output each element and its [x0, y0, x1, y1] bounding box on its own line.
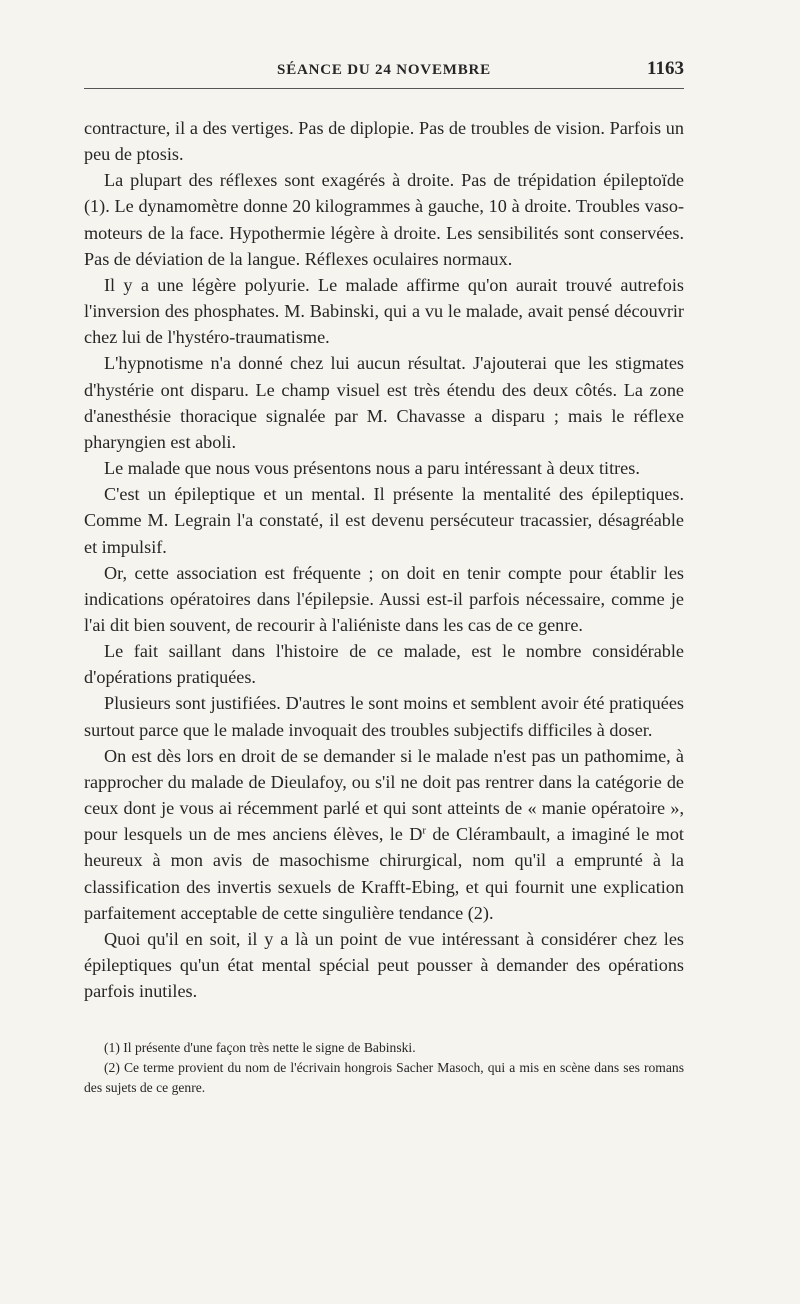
footnote-1: (1) Il présente d'une façon très nette le signe de Babinski. — [104, 1040, 416, 1056]
body-text — [84, 115, 684, 1004]
superscript: r — [422, 824, 427, 837]
paragraph: Il y a une légère polyurie. Le malade affirme qu'on aurait trouvé autrefois l'inversion des phosphates. M. Babinski, qui a vu le malade, avait pensé découvrir chez lui de l'hystéro-traumatisme. — [84, 274, 684, 348]
paragraph: Plusieurs sont justifiées. D'autres le sont moins et semblent avoir été pratiquées surtout parce que le malade invoquait des troubles subjectifs difficiles à doser. — [84, 693, 684, 740]
page-number: 1163 — [647, 58, 684, 79]
paragraph: C'est un épileptique et un mental. Il présente la mentalité des épileptiques. Comme M. Legrain l'a constaté, il est devenu persécuteur tracassier, désagréable et impulsif. — [84, 484, 684, 557]
paragraph-text: On est dès lors en droit de se demander si le malade n'est pas un pathomime, à rapprocher du malade de Dieulafoy, ou s'il ne doit pas rentrer dans la catégorie de ceux dont je vous ai récemment parlé et qui sont atteints de « manie opératoire », pour lesquels un de mes anciens élèves, le D — [84, 745, 684, 845]
paragraph: Or, cette association est fréquente ; on doit en tenir compte pour établir les indications opératoires dans l'épilepsie. Aussi est-il parfois nécessaire, comme je l'ai dit bien souvent, de recourir à l'aliéniste dans les cas de ce genre. — [84, 562, 684, 635]
paragraph-text: de Clérambault, a imaginé le mot heureux à mon avis de masochisme chirurgical, nom qu'il a emprunté à la classification des invertis sexuels de Krafft-Ebing, et qui fournit une explication parfaitement acceptable de cette singulière tendance (2). — [84, 824, 684, 923]
page-header — [84, 58, 684, 89]
paragraph: L'hypnotisme n'a donné chez lui aucun résultat. J'ajouterai que les stigmates d'hystérie ont disparu. Le champ visuel est très étendu des deux côtés. La zone d'anesthésie thoracique signalée par M. Chavasse a disparu ; mais le réflexe pharyngien est aboli. — [84, 353, 684, 452]
paragraph: Le malade que nous vous présentons nous a paru intéressant à deux titres. — [104, 458, 640, 479]
paragraph: La plupart des réflexes sont exagérés à droite. Pas de trépidation épileptoïde (1). Le dynamomètre donne 20 kilogrammes à gauche, 10 à droite. Troubles vaso-moteurs de la face. Hypothermie légère à droite. Les sensibilités sont conservées. Pas de déviation de la langue. Réflexes oculaires normaux. — [84, 170, 684, 269]
footnotes — [84, 1038, 684, 1098]
paragraph — [84, 743, 684, 926]
book-page — [84, 58, 684, 1098]
paragraph: Le fait saillant dans l'histoire de ce malade, est le nombre considérable d'opérations pratiquées. — [84, 641, 684, 688]
running-head: SÉANCE DU 24 NOVEMBRE — [277, 62, 491, 78]
paragraph: Quoi qu'il en soit, il y a là un point de vue intéressant à considérer chez les épileptiques qu'un état mental spécial peut pousser à demander des opérations parfois inutiles. — [84, 928, 684, 1002]
footnote-2: (2) Ce terme provient du nom de l'écrivain hongrois Sacher Masoch, qui a mis en scène dans ses romans des sujets de ce genre. — [84, 1060, 684, 1096]
paragraph-continued: contracture, il a des vertiges. Pas de diplopie. Pas de troubles de vision. Parfois un peu de ptosis. — [84, 118, 684, 165]
